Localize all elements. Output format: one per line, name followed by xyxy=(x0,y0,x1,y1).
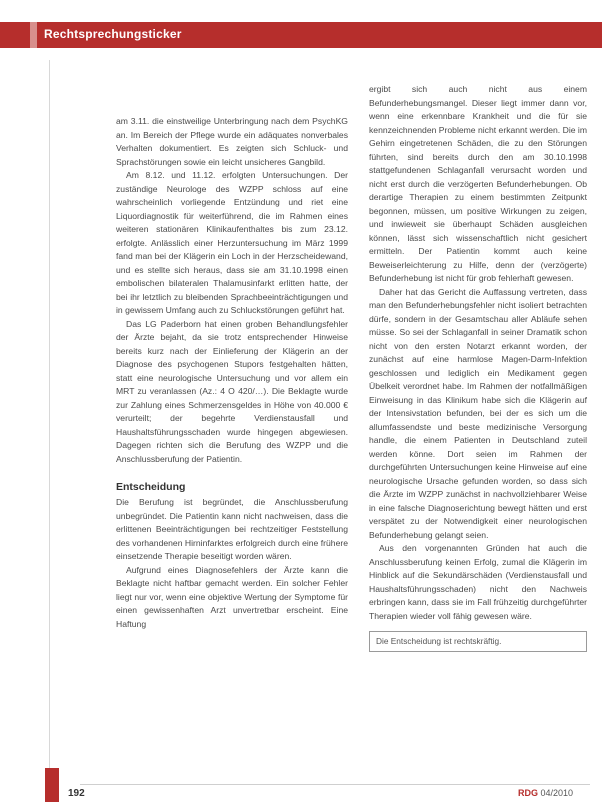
section-title: Rechtsprechungsticker xyxy=(44,27,182,41)
header-bar xyxy=(0,22,602,48)
conclusion-box: Die Entscheidung ist rechtskräftig. xyxy=(369,631,587,652)
page-number: 192 xyxy=(68,788,85,799)
footer-issue xyxy=(518,788,573,798)
issue-number: 04/2010 xyxy=(540,788,574,798)
body-paragraph: Das LG Paderborn hat einen groben Behandlungsfehler der Ärzte bejaht, da sie trotz entsprechender Hinweise bereits kurz nach der Einlieferung der Klägerin an der Diagnose des psychogenen Stupors festgehalten hätten, statt eine neurologische Untersuchung und vor allem ein MRT zu veranlassen (Az.: 4 O 420/…). Die Beklagte wurde zur Zahlung eines Schmerzensgeldes in Höhe von 40.000 € verurteilt; der begehrte Verdienstausfall und Haushaltsführungsschaden wurde hingegen abgewiesen. Dagegen richten sich die Berufung des WZPP und die Anschlussberufung der Patientin. xyxy=(116,318,348,464)
subheading: Entscheidung xyxy=(116,481,186,493)
body-paragraph: Daher hat das Gericht die Auffassung vertreten, dass man den Befunderhebungsfehler nicht isoliert betrachten dürfe, sondern in der Gesamtschau aller Abläufe sehen müsse. So sei der Schlaganfall in seiner Dramatik schon nicht von den ersten Notarzt erkannt worden, der zunächst auf eine harmlose Magen-Darm-Infektion geschlossen und lediglich ein Medikament gegen Übelkeit verordnet habe. Im Rahmen der notfallmäßigen Einweisung in das Klinikum habe sich die Klägerin auf der Intensivstation befunden, bei der es sich um die allumfassendste und beste medizinische Versorgung handle, die einem Patienten in Deutschland zuteil werden könne. Dort seien im Rahmen der durchgeführten Untersuchungen keine Hinweise auf eine neurologische Ursache gefunden worden, so dass sich die Ärzte im WZPP zunächst in nachvollziehbarer Weise in eine falsche Diagnoserichtung bewegt hätten und erst verspätet zu der Notwendigkeit einer neurologischen Befunderhebung gelangt seien. xyxy=(369,286,587,540)
body-paragraph: Am 8.12. und 11.12. erfolgten Untersuchungen. Der zuständige Neurologe des WZPP schloss auf eine wahrscheinlich vorliegende Entzündung und riet eine Liquordiagnostik für weiterführend, die im Rahmen eines weiteren stationären Klinikaufenthaltes bis zum 23.12. erfolgte. Anlässlich einer Herzuntersuchung im März 1999 fand man bei der Klägerin ein Loch in der Herzscheidewand, und es stellte sich heraus, dass sie am 31.10.1998 einen embolischen bilateralen Thalamusinfarkt erlitten hatte, der bei ihr letztlich zu bleibenden Sprachbeeinträchtigungen und in gewissem Umfang auch zu Schluckstörungen geführt hat. xyxy=(116,170,348,315)
body-paragraph: Die Berufung ist begründet, die Anschlussberufung unbegründet. Die Patientin kann nicht nachweisen, dass die erlittenen Beeinträchtigungen bei rechtzeitiger Feststellung des vorhandenen Hirninfarktes erfolgreich durch eine frühere einsetzende Therapie beseitigt worden wären. xyxy=(116,497,348,561)
header-tab-marker xyxy=(30,22,37,48)
body-paragraph: Aus den vorgenannten Gründen hat auch die Anschlussberufung keinen Erfolg, zumal die Klägerin im Hinblick auf die Sekundärschäden (Verdienstausfall und Haushaltsführungsschaden) nicht den Nachweis erbringen kann, dass sie im Fall frühzeitig durchgeführter Therapien wieder voll fähig gewesen wäre. xyxy=(369,543,587,621)
body-paragraph: ergibt sich auch nicht aus einem Befunderhebungsmangel. Dieser liegt immer dann vor, wenn eine erkennbare Krankheit und die für sie kennzeichnenden Probleme nicht erkannt werden. Die im Gehirn eingetretenen Schäden, die zu den Störungen führten, sind bereits durch den am 30.10.1998 stattgefundenen Schlaganfall verursacht worden und nicht erst durch die verzögerten Befunderhebungen. Ob derartige Therapien zu einem bestimmten Zeitpunkt begonnen, müssen, um positive Wirkungen zu zeigen, und inwieweit sie überhaupt Schäden ausgleichen können, lässt sich wissenschaftlich nicht gesichert ermitteln. Der Patientin kommt auch keine Beweiserleichterung zu Hilfe, denn der (verzögerte) Befunderhebung ist nicht für grob fehlerhaft gewesen. xyxy=(369,84,587,283)
left-column xyxy=(116,115,348,631)
right-column xyxy=(369,83,587,652)
body-paragraph: Aufgrund eines Diagnosefehlers der Ärzte kann die Beklagte nicht haftbar gemacht werden. Ein solcher Fehler liegt nur vor, wenn eine objektive Wertung der Symptome für einen gewissenhaften Arzt unvertretbar erscheint. Eine Haftung xyxy=(116,564,348,629)
journal-brand: RDG xyxy=(518,788,538,798)
footer-rule xyxy=(80,784,590,785)
page-marker xyxy=(45,768,59,802)
body-paragraph: am 3.11. die einstweilige Unterbringung nach dem PsychKG an. Im Bereich der Pflege wurde ein adäquates nonverbales Verhalten dokumentiert. Es zeigten sich Schluck- und Sprachstörungen sowie ein leicht unsicheres Gangbild. xyxy=(116,116,348,167)
margin-rule xyxy=(49,60,50,770)
